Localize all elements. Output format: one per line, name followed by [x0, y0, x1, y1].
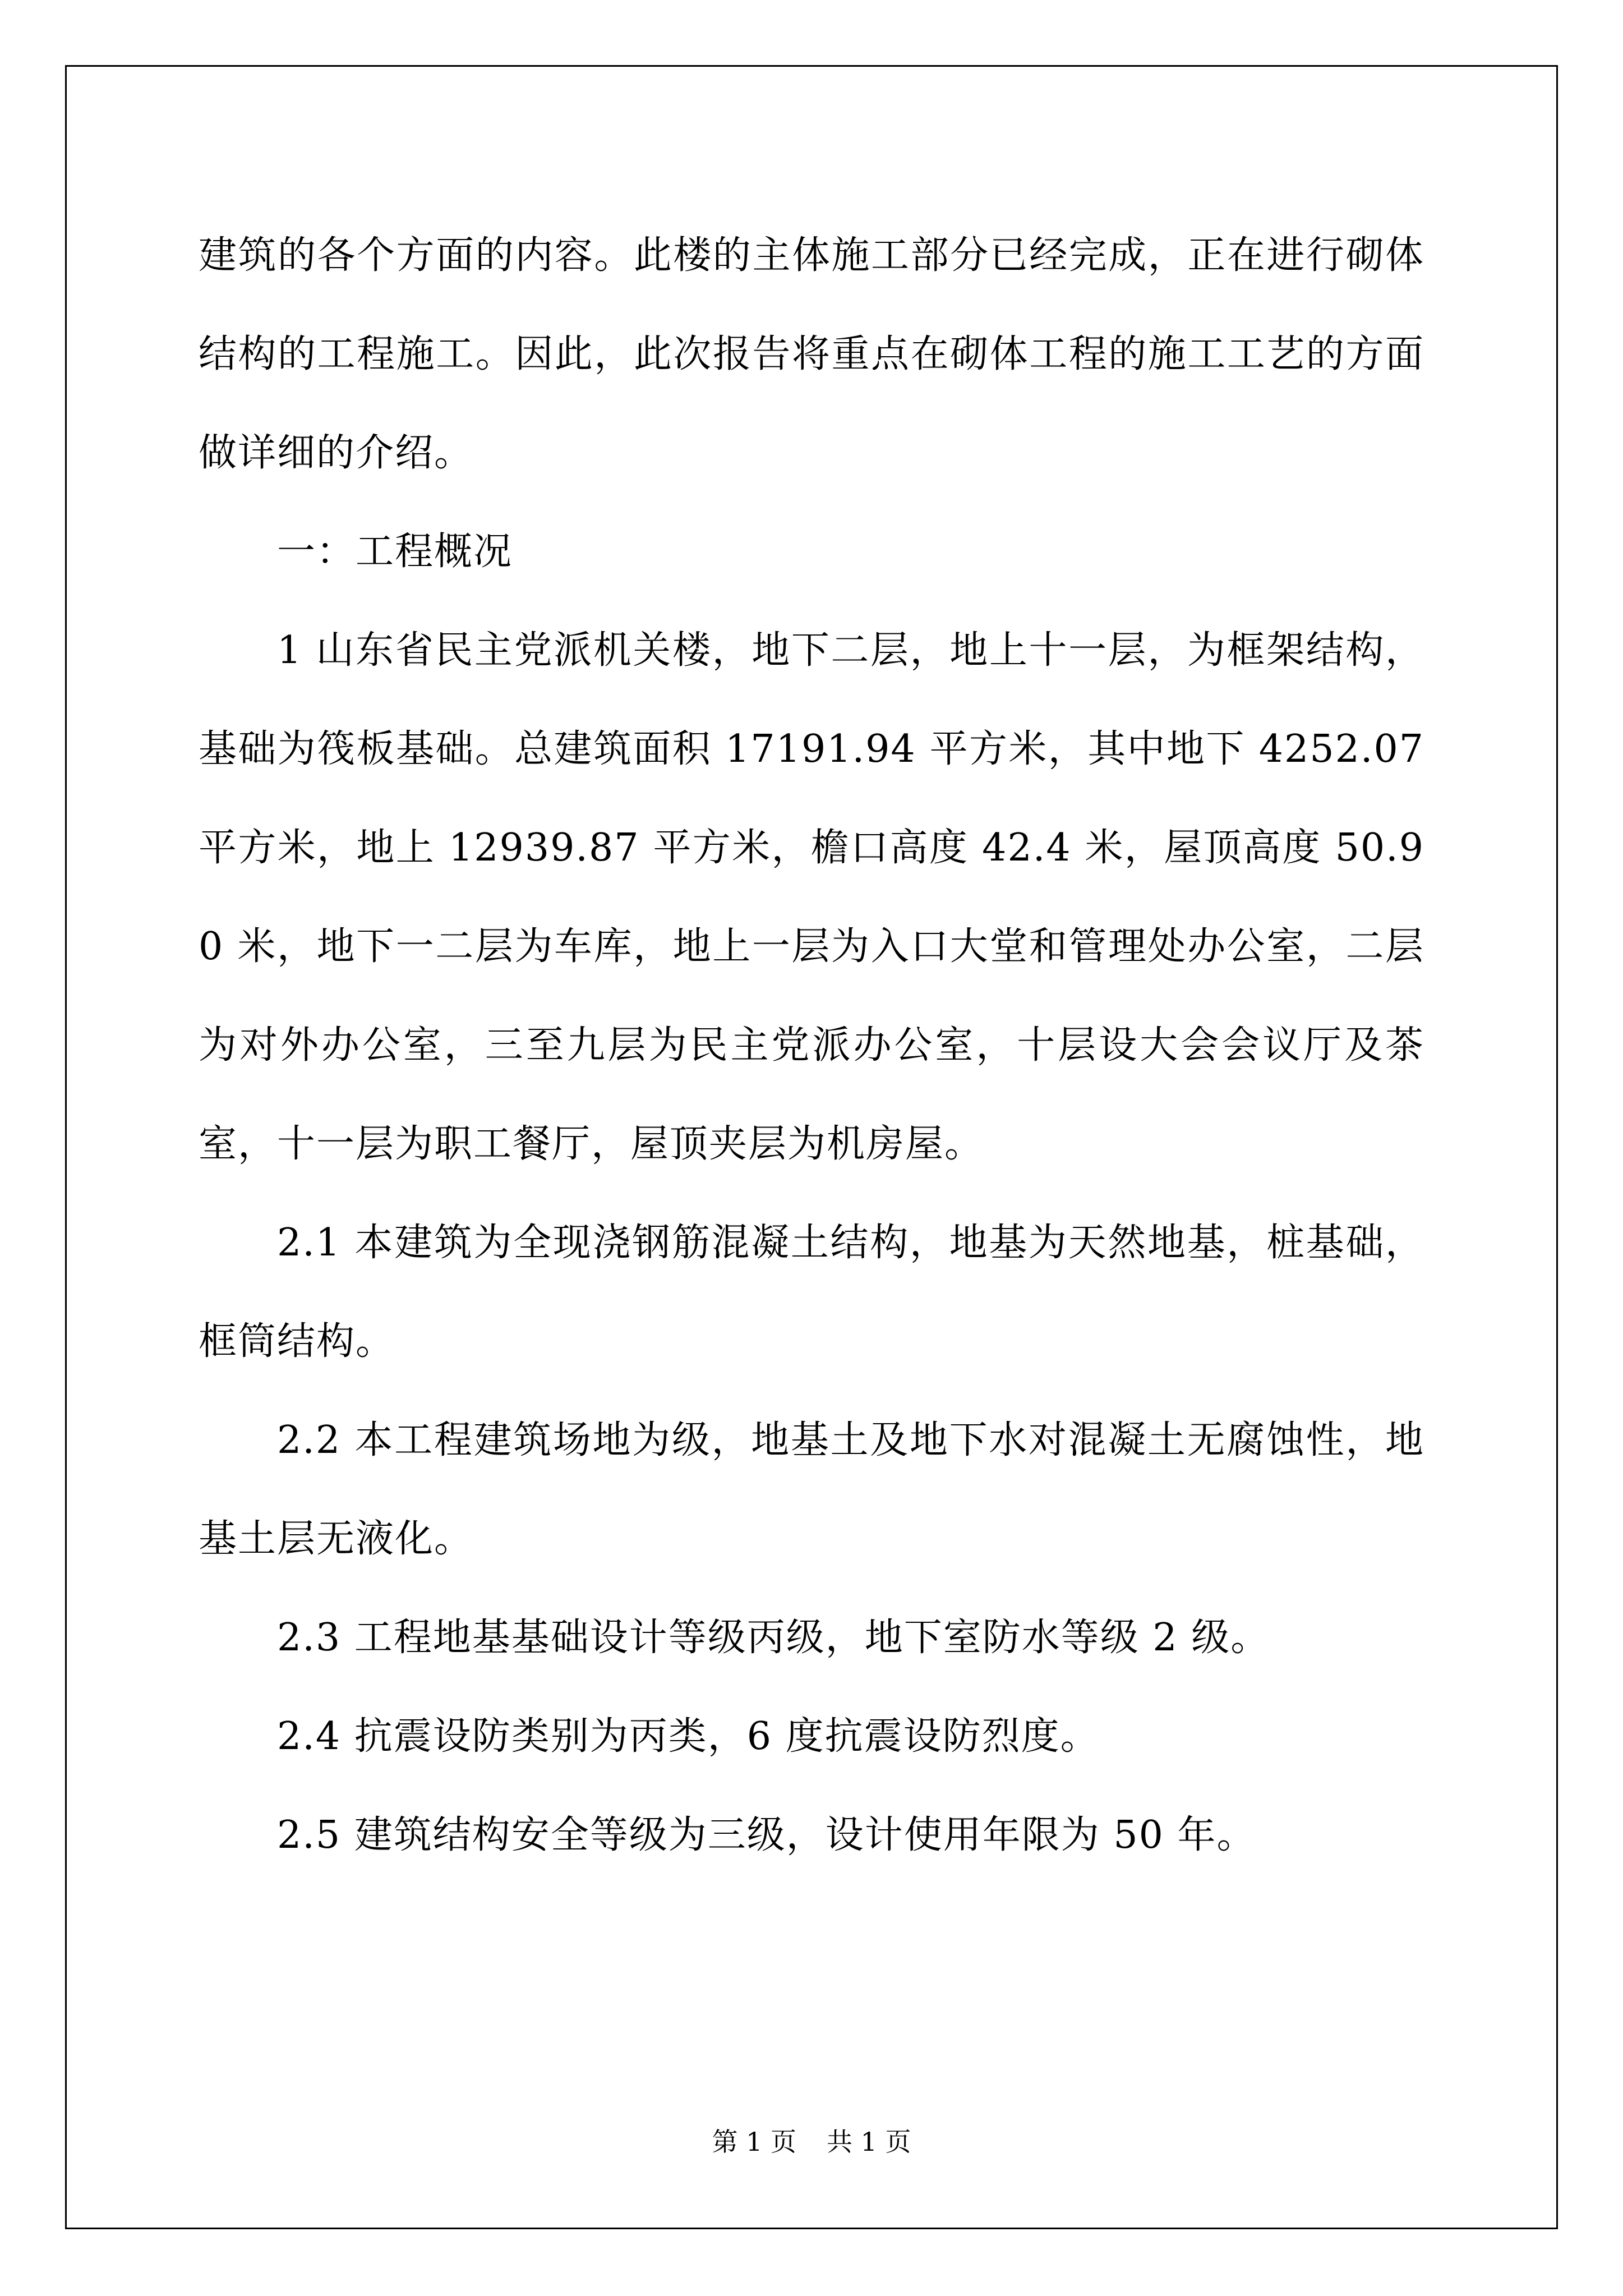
paragraph-seismic-category: 2.4 抗震设防类别为丙类，6 度抗震设防烈度。 — [277, 1714, 1100, 1759]
paragraph-foundation-grade: 2.3 工程地基基础设计等级丙级，地下室防水等级 2 级。 — [277, 1616, 1270, 1660]
paragraph-site-conditions: 2.2 本工程建筑场地为级，地基土及地下水对混凝土无腐蚀性，地基土层无液化。 — [199, 1418, 1424, 1561]
page-footer — [0, 2125, 1623, 2159]
page-total: 共 1 页 — [827, 2127, 911, 2157]
paragraph-safety-grade: 2.5 建筑结构安全等级为三级，设计使用年限为 50 年。 — [277, 1813, 1256, 1857]
section-heading-project-overview: 一：工程概况 — [277, 530, 513, 574]
page-number: 第 1 页 — [712, 2127, 796, 2157]
paragraph-intro: 建筑的各个方面的内容。此楼的主体施工部分已经完成，正在进行砌体结构的工程施工。因此，此次报告将重点在砌体工程的施工工艺的方面做详细的介绍。 — [199, 233, 1424, 475]
paragraph-building-overview: 1 山东省民主党派机关楼，地下二层，地上十一层，为框架结构，基础为筏板基础。总建筑面积 17191.94 平方米，其中地下 4252.07 平方米，地上 12939.87 平方米，檐口高度 42.4 米，屋顶高度 50.90 米，地下一二层为车库，地上一层为入口大堂和管理处办公室，二层为对外办公室，三至九层为民主党派办公室，十层设大会会议厅及茶室，十一层为职工餐厅，屋顶夹层为机房屋。 — [199, 628, 1424, 1166]
document-body — [199, 206, 1424, 1885]
paragraph-structure-type: 2.1 本建筑为全现浇钢筋混凝土结构，地基为天然地基，桩基础，框筒结构。 — [199, 1221, 1424, 1364]
